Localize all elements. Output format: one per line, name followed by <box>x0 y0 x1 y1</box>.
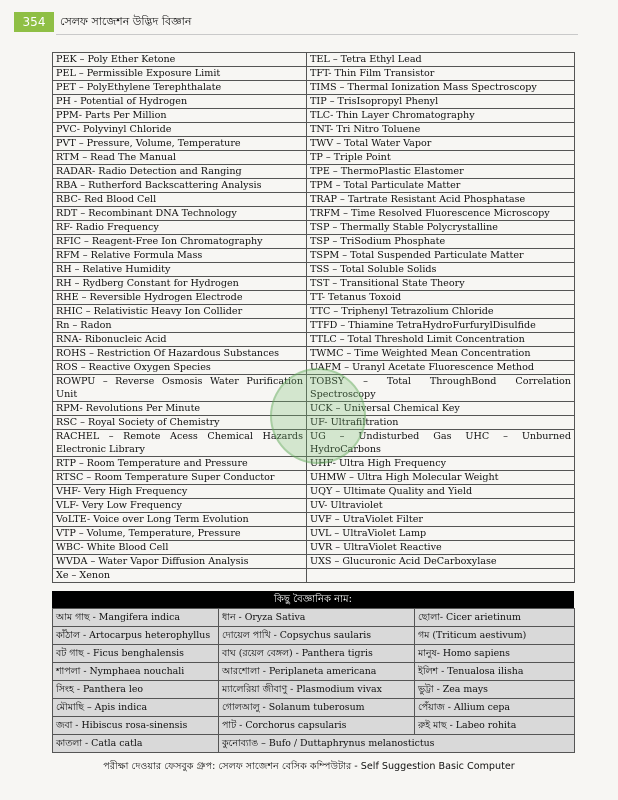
abbreviation-left-cell: RADAR- Radio Detection and Ranging <box>53 165 307 179</box>
abbreviation-left-cell: VHF- Very High Frequency <box>53 485 307 499</box>
scientific-name-cell: কাতলা - Catla catla <box>53 735 219 753</box>
abbreviation-right-cell: TPM – Total Particulate Matter <box>307 179 575 193</box>
scientific-name-cell: কুনোব্যাঙ – Bufo / Duttaphrynus melanostictus <box>219 735 575 753</box>
table-row <box>53 735 575 753</box>
abbreviation-left-cell: RBC- Red Blood Cell <box>53 193 307 207</box>
table-row <box>53 471 575 485</box>
abbreviation-right-cell: TTC – Triphenyl Tetrazolium Chloride <box>307 305 575 319</box>
table-row <box>53 609 575 627</box>
scientific-name-cell: গোলআলু - Solanum tuberosum <box>219 699 415 717</box>
abbreviation-right-cell: TT- Tetanus Toxoid <box>307 291 575 305</box>
scientific-name-cell: আম গাছ - Mangifera indica <box>53 609 219 627</box>
abbreviation-right-cell: UAFM – Uranyl Acetate Fluorescence Method <box>307 361 575 375</box>
table-row <box>53 699 575 717</box>
abbreviation-left-cell: RTP – Room Temperature and Pressure <box>53 457 307 471</box>
scientific-name-cell: ভুট্টা - Zea mays <box>415 681 575 699</box>
abbreviation-right-cell: TOBSY – Total ThroughBond Correlation Spectroscopy <box>307 375 575 402</box>
scientific-name-cell: ছোলা- Cicer arietinum <box>415 609 575 627</box>
scientific-name-cell: ধান - Oryza Sativa <box>219 609 415 627</box>
table-row <box>53 249 575 263</box>
abbreviation-right-cell: TPE – ThermoPlastic Elastomer <box>307 165 575 179</box>
scientific-name-cell: পেঁয়াজ - Allium cepa <box>415 699 575 717</box>
abbreviation-left-cell: RACHEL – Remote Acess Chemical Hazards Electronic Library <box>53 430 307 457</box>
abbreviation-right-cell: TNT- Tri Nitro Toluene <box>307 123 575 137</box>
abbreviation-left-cell: Xe – Xenon <box>53 569 307 583</box>
abbreviation-left-cell: PH - Potential of Hydrogen <box>53 95 307 109</box>
abbreviation-left-cell: RH – Relative Humidity <box>53 263 307 277</box>
abbreviation-right-cell: UV- Ultraviolet <box>307 499 575 513</box>
scientific-name-cell: শাপলা - Nymphaea nouchali <box>53 663 219 681</box>
abbreviation-table <box>52 52 575 583</box>
table-row <box>53 717 575 735</box>
abbreviation-right-cell: TTLC – Total Threshold Limit Concentration <box>307 333 575 347</box>
abbreviation-left-cell: RHIC – Relativistic Heavy Ion Collider <box>53 305 307 319</box>
abbreviation-left-cell: RH – Rydberg Constant for Hydrogen <box>53 277 307 291</box>
abbreviation-right-cell: TSP – TriSodium Phosphate <box>307 235 575 249</box>
abbreviation-right-cell: TEL – Tetra Ethyl Lead <box>307 53 575 67</box>
scientific-name-cell: গম (Triticum aestivum) <box>415 627 575 645</box>
abbreviation-right-cell: UHF- Ultra High Frequency <box>307 457 575 471</box>
abbreviation-left-cell: PVC- Polyvinyl Chloride <box>53 123 307 137</box>
abbreviation-right-cell: UCK – Universal Chemical Key <box>307 402 575 416</box>
scientific-name-cell: বাঘ (রয়েল বেঙ্গল) - Panthera tigris <box>219 645 415 663</box>
abbreviation-right-cell: TSS – Total Soluble Solids <box>307 263 575 277</box>
abbreviation-right-cell: UVF – UtraViolet Filter <box>307 513 575 527</box>
abbreviation-right-cell: UQY – Ultimate Quality and Yield <box>307 485 575 499</box>
scientific-names-table <box>52 608 575 753</box>
scientific-name-cell: মৌমাছি – Apis indica <box>53 699 219 717</box>
abbreviation-right-cell: TSP – Thermally Stable Polycrystalline <box>307 221 575 235</box>
table-row <box>53 151 575 165</box>
table-row <box>53 109 575 123</box>
abbreviation-left-cell: RFIC – Reagent-Free Ion Chromatography <box>53 235 307 249</box>
table-row <box>53 193 575 207</box>
table-row <box>53 221 575 235</box>
abbreviation-left-cell: ROWPU – Reverse Osmosis Water Purification Unit <box>53 375 307 402</box>
abbreviation-left-cell: PEK – Poly Ether Ketone <box>53 53 307 67</box>
table-row <box>53 319 575 333</box>
table-row <box>53 165 575 179</box>
abbreviation-right-cell: TRAP – Tartrate Resistant Acid Phosphatase <box>307 193 575 207</box>
abbreviation-left-cell: RBA – Rutherford Backscattering Analysis <box>53 179 307 193</box>
abbreviation-right-cell: TSPM – Total Suspended Particulate Matter <box>307 249 575 263</box>
abbreviation-right-cell: UXS – Glucuronic Acid DeCarboxylase <box>307 555 575 569</box>
scientific-name-cell: ম্যালেরিয়া জীবাণু - Plasmodium vivax <box>219 681 415 699</box>
abbreviation-right-cell: UVR – UltraViolet Reactive <box>307 541 575 555</box>
scientific-names-title: কিছু বৈজ্ঞানিক নাম: <box>52 591 574 608</box>
abbreviation-left-cell: RSC – Royal Society of Chemistry <box>53 416 307 430</box>
table-row <box>53 627 575 645</box>
table-row <box>53 541 575 555</box>
abbreviation-right-cell: TRFM – Time Resolved Fluorescence Microscopy <box>307 207 575 221</box>
abbreviation-right-cell <box>307 569 575 583</box>
table-row <box>53 681 575 699</box>
table-row <box>53 305 575 319</box>
abbreviation-right-cell: TP – Triple Point <box>307 151 575 165</box>
table-row <box>53 179 575 193</box>
abbreviation-left-cell: RF- Radio Frequency <box>53 221 307 235</box>
table-row <box>53 527 575 541</box>
page-number: 354 <box>14 12 54 32</box>
table-row <box>53 291 575 305</box>
abbreviation-right-cell: TIP – TrisIsopropyl Phenyl <box>307 95 575 109</box>
abbreviation-right-cell: TWMC – Time Weighted Mean Concentration <box>307 347 575 361</box>
abbreviation-left-cell: RDT – Recombinant DNA Technology <box>53 207 307 221</box>
table-row <box>53 263 575 277</box>
table-row <box>53 645 575 663</box>
scientific-name-cell: মানুষ- Homo sapiens <box>415 645 575 663</box>
table-row <box>53 207 575 221</box>
abbreviation-right-cell: TST – Transitional State Theory <box>307 277 575 291</box>
abbreviation-right-cell: UHMW – Ultra High Molecular Weight <box>307 471 575 485</box>
abbreviation-left-cell: PEL – Permissible Exposure Limit <box>53 67 307 81</box>
table-row <box>53 95 575 109</box>
page-header <box>0 12 618 32</box>
table-row <box>53 485 575 499</box>
scientific-name-cell: দোয়েল পাখি - Copsychus saularis <box>219 627 415 645</box>
table-row <box>53 555 575 569</box>
table-row <box>53 569 575 583</box>
abbreviation-right-cell: TTFD – Thiamine TetraHydroFurfurylDisulfide <box>307 319 575 333</box>
abbreviation-right-cell: TFT- Thin Film Transistor <box>307 67 575 81</box>
abbreviation-left-cell: RNA- Ribonucleic Acid <box>53 333 307 347</box>
abbreviation-left-cell: PET – PolyEthylene Terephthalate <box>53 81 307 95</box>
abbreviation-right-cell: TLC- Thin Layer Chromatography <box>307 109 575 123</box>
abbreviation-left-cell: PPM- Parts Per Million <box>53 109 307 123</box>
abbreviation-left-cell: RHE – Reversible Hydrogen Electrode <box>53 291 307 305</box>
table-row <box>53 663 575 681</box>
abbreviation-left-cell: VTP – Volume, Temperature, Pressure <box>53 527 307 541</box>
abbreviation-right-cell: TIMS – Thermal Ionization Mass Spectroscopy <box>307 81 575 95</box>
table-row <box>53 235 575 249</box>
scientific-name-cell: কাঁঠাল - Artocarpus heterophyllus <box>53 627 219 645</box>
abbreviation-left-cell: RFM – Relative Formula Mass <box>53 249 307 263</box>
table-row <box>53 513 575 527</box>
scientific-name-cell: সিংহ - Panthera leo <box>53 681 219 699</box>
abbreviation-left-cell: WVDA – Water Vapor Diffusion Analysis <box>53 555 307 569</box>
scientific-name-cell: আরশোলা - Periplaneta americana <box>219 663 415 681</box>
table-row <box>53 137 575 151</box>
table-row <box>53 333 575 347</box>
abbreviation-right-cell: UVL – UltraViolet Lamp <box>307 527 575 541</box>
abbreviation-left-cell: VoLTE- Voice over Long Term Evolution <box>53 513 307 527</box>
abbreviation-left-cell: RPM- Revolutions Per Minute <box>53 402 307 416</box>
abbreviation-left-cell: RTM – Read The Manual <box>53 151 307 165</box>
scientific-name-cell: জবা - Hibiscus rosa-sinensis <box>53 717 219 735</box>
book-title: সেলফ সাজেশন উদ্ভিদ বিজ্ঞান <box>60 15 192 28</box>
abbreviation-right-cell: TWV – Total Water Vapor <box>307 137 575 151</box>
table-row <box>53 81 575 95</box>
table-row <box>53 67 575 81</box>
abbreviation-left-cell: PVT – Pressure, Volume, Temperature <box>53 137 307 151</box>
abbreviation-left-cell: WBC- White Blood Cell <box>53 541 307 555</box>
scientific-name-cell: পাট - Corchorus capsularis <box>219 717 415 735</box>
table-row <box>53 53 575 67</box>
page-footer: পরীক্ষা দেওয়ার ফেসবুক গ্রুপ: সেলফ সাজেশন বেসিক কম্পিউটার - Self Suggestion Basic Computer <box>103 761 515 772</box>
table-row <box>53 277 575 291</box>
scientific-name-cell: রুই মাছ - Labeo rohita <box>415 717 575 735</box>
header-divider <box>56 34 578 35</box>
scientific-name-cell: ইলিশ - Tenualosa ilisha <box>415 663 575 681</box>
abbreviation-right-cell: UG – Undisturbed Gas UHC – Unburned HydroCarbons <box>307 430 575 457</box>
abbreviation-left-cell: ROHS – Restriction Of Hazardous Substances <box>53 347 307 361</box>
abbreviation-left-cell: RTSC – Room Temperature Super Conductor <box>53 471 307 485</box>
abbreviation-right-cell: UF- Ultrafiltration <box>307 416 575 430</box>
watermark-seal <box>270 368 366 464</box>
table-row <box>53 499 575 513</box>
abbreviation-left-cell: VLF- Very Low Frequency <box>53 499 307 513</box>
scientific-name-cell: বট গাছ - Ficus benghalensis <box>53 645 219 663</box>
abbreviation-left-cell: ROS – Reactive Oxygen Species <box>53 361 307 375</box>
abbreviation-left-cell: Rn – Radon <box>53 319 307 333</box>
table-row <box>53 123 575 137</box>
table-row <box>53 347 575 361</box>
